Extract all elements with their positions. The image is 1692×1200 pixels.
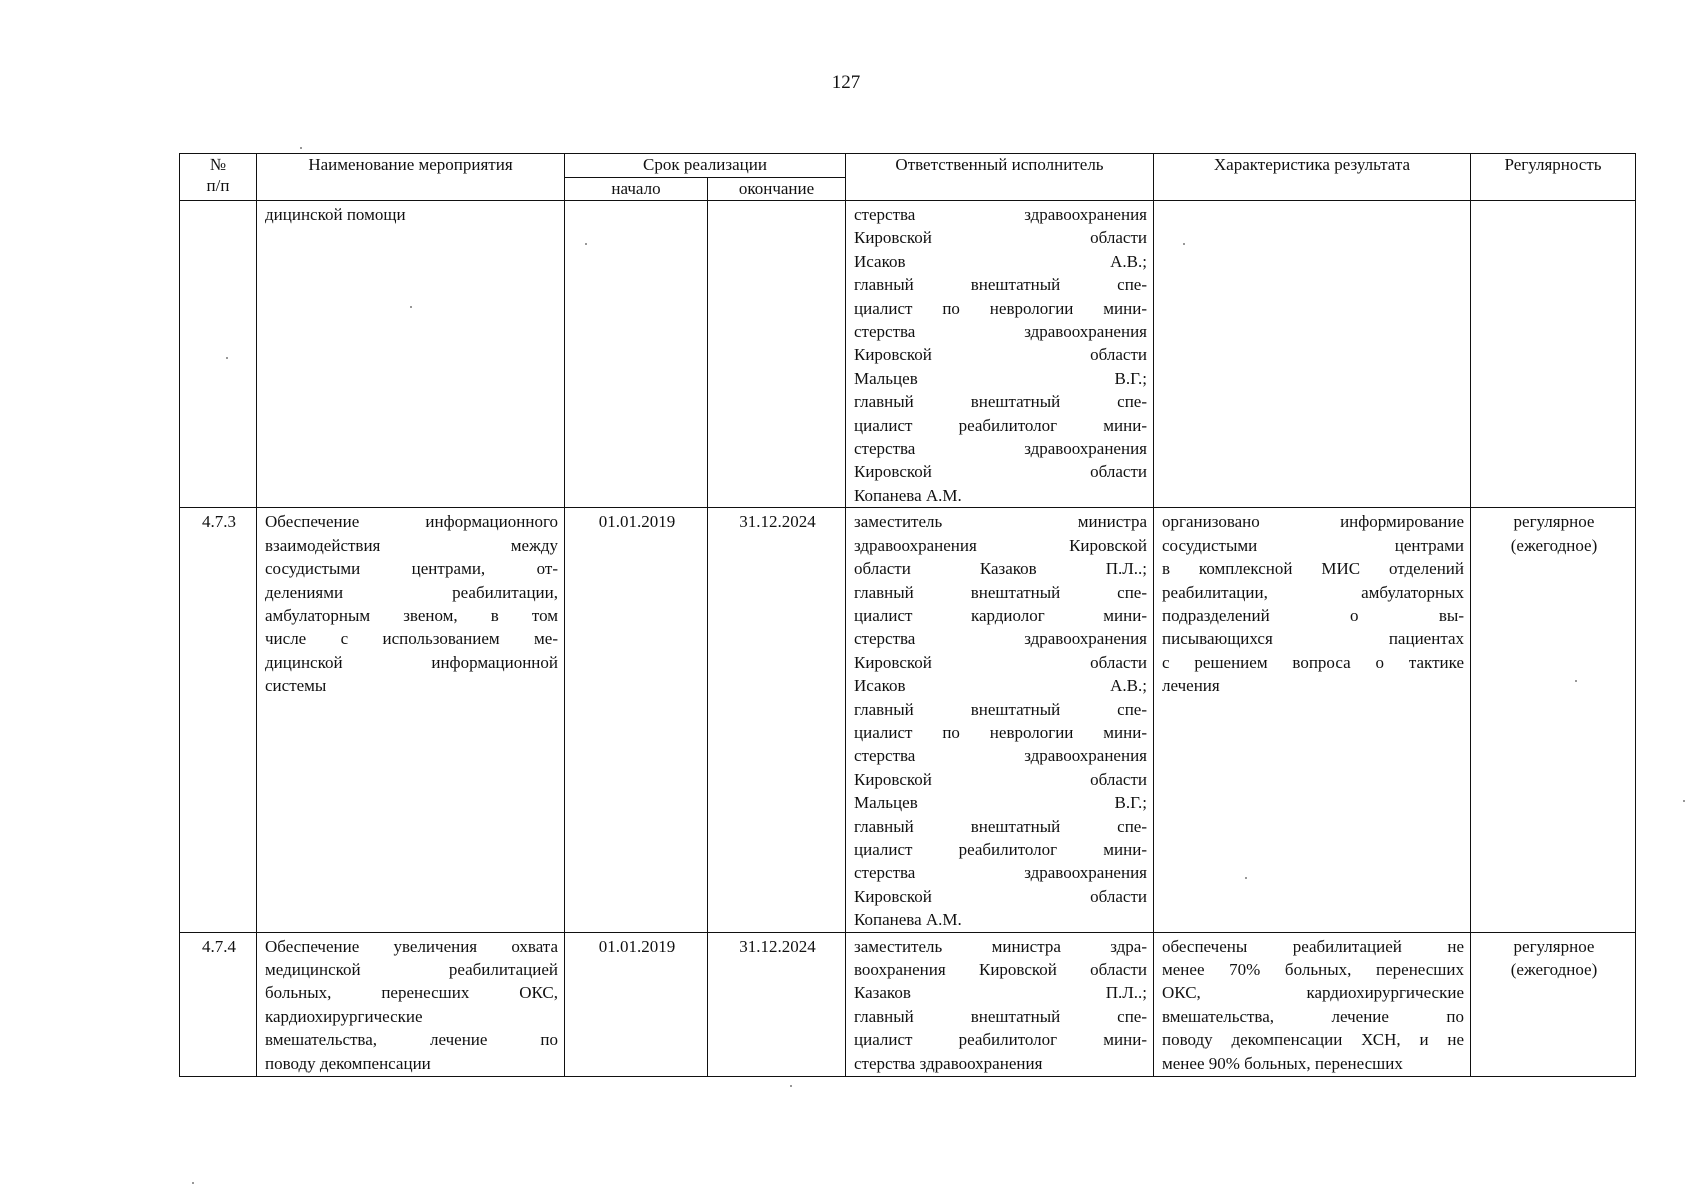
scan-speck — [1575, 680, 1577, 682]
cell-text-line: амбулаторным звеном, в том — [265, 605, 558, 625]
cell-text-line: в комплексной МИС отделений — [1162, 559, 1464, 579]
cell-text-line: главный внештатный спе- — [854, 816, 1147, 836]
cell-text-line: Обеспечение информационного — [265, 512, 558, 532]
cell-text-line: менее 70% больных, перенесших — [1162, 960, 1464, 979]
cell-text-line: взаимодействия между — [265, 535, 558, 555]
header-term: Срок реализации — [565, 154, 846, 178]
row-name — [257, 932, 565, 1076]
header-result: Характеристика результата — [1154, 154, 1471, 201]
cell-text-line: стерства здравоохранения — [854, 439, 1147, 459]
cell-text-line: циалист реабилитолог мини- — [854, 415, 1147, 435]
cell-text-line: лечения — [1162, 676, 1220, 696]
cell-text-line: подразделений о вы- — [1162, 605, 1464, 625]
row-end — [708, 201, 846, 508]
scan-speck — [1183, 243, 1185, 245]
cell-text-line: ОКС, кардиохирургические — [1162, 983, 1464, 1003]
cell-text-line: воохранения Кировской области — [854, 960, 1147, 979]
cell-text-line: стерства здравоохранения — [854, 746, 1147, 766]
cell-text-line: стерства здравоохранения — [854, 1053, 1043, 1073]
cell-text-line: Копанева А.М. — [854, 485, 962, 505]
cell-text-line: стерства здравоохранения — [854, 322, 1147, 342]
row-start: 01.01.2019 — [565, 508, 708, 932]
cell-text-line: менее 90% больных, перенесших — [1162, 1053, 1403, 1073]
header-regularity: Регулярность — [1471, 154, 1636, 201]
scan-speck — [790, 1085, 792, 1087]
cell-text-line: главный внештатный спе- — [854, 392, 1147, 412]
cell-text-line: дицинской информационной — [265, 652, 558, 672]
cell-text-line: Обеспечение увеличения охвата — [265, 936, 558, 956]
cell-text-line: Копанева А.М. — [854, 910, 962, 930]
row-name — [257, 201, 565, 508]
row-name — [257, 508, 565, 932]
cell-text-line: Кировской области — [854, 886, 1147, 906]
cell-text-line: кардиохирургические — [265, 1006, 423, 1026]
cell-text-line: вмешательства, лечение по — [1162, 1006, 1464, 1026]
cell-text-line: циалист реабилитолог мини- — [854, 839, 1147, 859]
page-number: 127 — [831, 72, 861, 93]
row-executor — [846, 201, 1154, 508]
cell-text-line: дицинской помощи — [265, 205, 406, 224]
row-result — [1154, 508, 1471, 932]
cell-text-line: главный внештатный спе- — [854, 582, 1147, 602]
row-end: 31.12.2024 — [708, 508, 846, 932]
header-num-line2: п/п — [206, 176, 230, 195]
measures-table — [179, 153, 1636, 1077]
cell-text-line: с решением вопроса о тактике — [1162, 652, 1464, 672]
cell-text-line: главный внештатный спе- — [854, 1006, 1147, 1026]
cell-text-line: числе с использованием ме- — [265, 629, 558, 649]
row-start: 01.01.2019 — [565, 932, 708, 1076]
cell-text-line: заместитель министра — [854, 512, 1147, 532]
cell-text-line: системы — [265, 676, 327, 696]
cell-text-line: заместитель министра здра- — [854, 936, 1147, 956]
cell-text-line: здравоохранения Кировской — [854, 535, 1147, 555]
cell-text-line: Мальцев В.Г.; — [854, 368, 1147, 388]
cell-text-line: циалист по неврологии мини- — [854, 298, 1147, 318]
cell-text-line: реабилитации, амбулаторных — [1162, 582, 1464, 602]
cell-text-line: Мальцев В.Г.; — [854, 793, 1147, 813]
header-end: окончание — [708, 178, 846, 201]
cell-text-line: обеспечены реабилитацией не — [1162, 936, 1464, 956]
header-num-line1: № — [209, 155, 227, 174]
cell-text-line: Кировской области — [854, 769, 1147, 789]
row-executor — [846, 508, 1154, 932]
scan-speck — [410, 306, 412, 308]
table-row — [180, 508, 1636, 932]
cell-text-line: организовано информирование — [1162, 512, 1464, 532]
row-result — [1154, 932, 1471, 1076]
cell-text-line: сосудистыми центрами, от- — [265, 559, 558, 579]
row-end: 31.12.2024 — [708, 932, 846, 1076]
row-num: 4.7.4 — [180, 932, 257, 1076]
scan-speck — [1245, 877, 1247, 879]
header-name: Наименование мероприятия — [257, 154, 565, 201]
cell-text-line: поводу декомпенсации — [265, 1053, 431, 1073]
cell-text-line: регулярное — [1513, 512, 1595, 532]
header-row — [180, 154, 1636, 178]
row-regularity — [1471, 932, 1636, 1076]
header-start: начало — [565, 178, 708, 201]
cell-text-line: стерства здравоохранения — [854, 629, 1147, 649]
row-executor — [846, 932, 1154, 1076]
table-row — [180, 201, 1636, 508]
cell-text-line: медицинской реабилитацией — [265, 960, 558, 979]
scan-speck — [192, 1182, 194, 1184]
cell-text-line: делениями реабилитации, — [265, 582, 558, 602]
scan-speck — [300, 147, 302, 149]
cell-text-line: (ежегодное) — [1510, 535, 1598, 555]
row-num — [180, 201, 257, 508]
scan-speck — [1683, 800, 1685, 802]
cell-text-line: сосудистыми центрами — [1162, 535, 1464, 555]
scan-speck — [226, 357, 228, 359]
cell-text-line: области Казаков П.Л..; — [854, 559, 1147, 579]
cell-text-line: писывающихся пациентах — [1162, 629, 1464, 649]
cell-text-line: Исаков А.В.; — [854, 251, 1147, 271]
table-row — [180, 932, 1636, 1076]
cell-text-line: вмешательства, лечение по — [265, 1030, 558, 1050]
cell-text-line: больных, перенесших ОКС, — [265, 983, 558, 1003]
scan-speck — [585, 243, 587, 245]
cell-text-line: стерства здравоохранения — [854, 205, 1147, 224]
cell-text-line: Исаков А.В.; — [854, 676, 1147, 696]
cell-text-line: Кировской области — [854, 345, 1147, 365]
cell-text-line: Казаков П.Л..; — [854, 983, 1147, 1003]
cell-text-line: (ежегодное) — [1510, 960, 1598, 979]
cell-text-line: главный внештатный спе- — [854, 275, 1147, 295]
cell-text-line: главный внештатный спе- — [854, 699, 1147, 719]
cell-text-line: циалист кардиолог мини- — [854, 605, 1147, 625]
row-num: 4.7.3 — [180, 508, 257, 932]
row-regularity — [1471, 201, 1636, 508]
row-start — [565, 201, 708, 508]
cell-text-line: Кировской области — [854, 462, 1147, 482]
cell-text-line: Кировской области — [854, 228, 1147, 248]
cell-text-line: циалист по неврологии мини- — [854, 722, 1147, 742]
header-num — [180, 154, 257, 201]
header-executor: Ответственный исполнитель — [846, 154, 1154, 201]
cell-text-line: регулярное — [1513, 936, 1595, 956]
row-regularity — [1471, 508, 1636, 932]
cell-text-line: Кировской области — [854, 652, 1147, 672]
cell-text-line: циалист реабилитолог мини- — [854, 1030, 1147, 1050]
cell-text-line: поводу декомпенсации ХСН, и не — [1162, 1030, 1464, 1050]
row-result — [1154, 201, 1471, 508]
cell-text-line: стерства здравоохранения — [854, 863, 1147, 883]
